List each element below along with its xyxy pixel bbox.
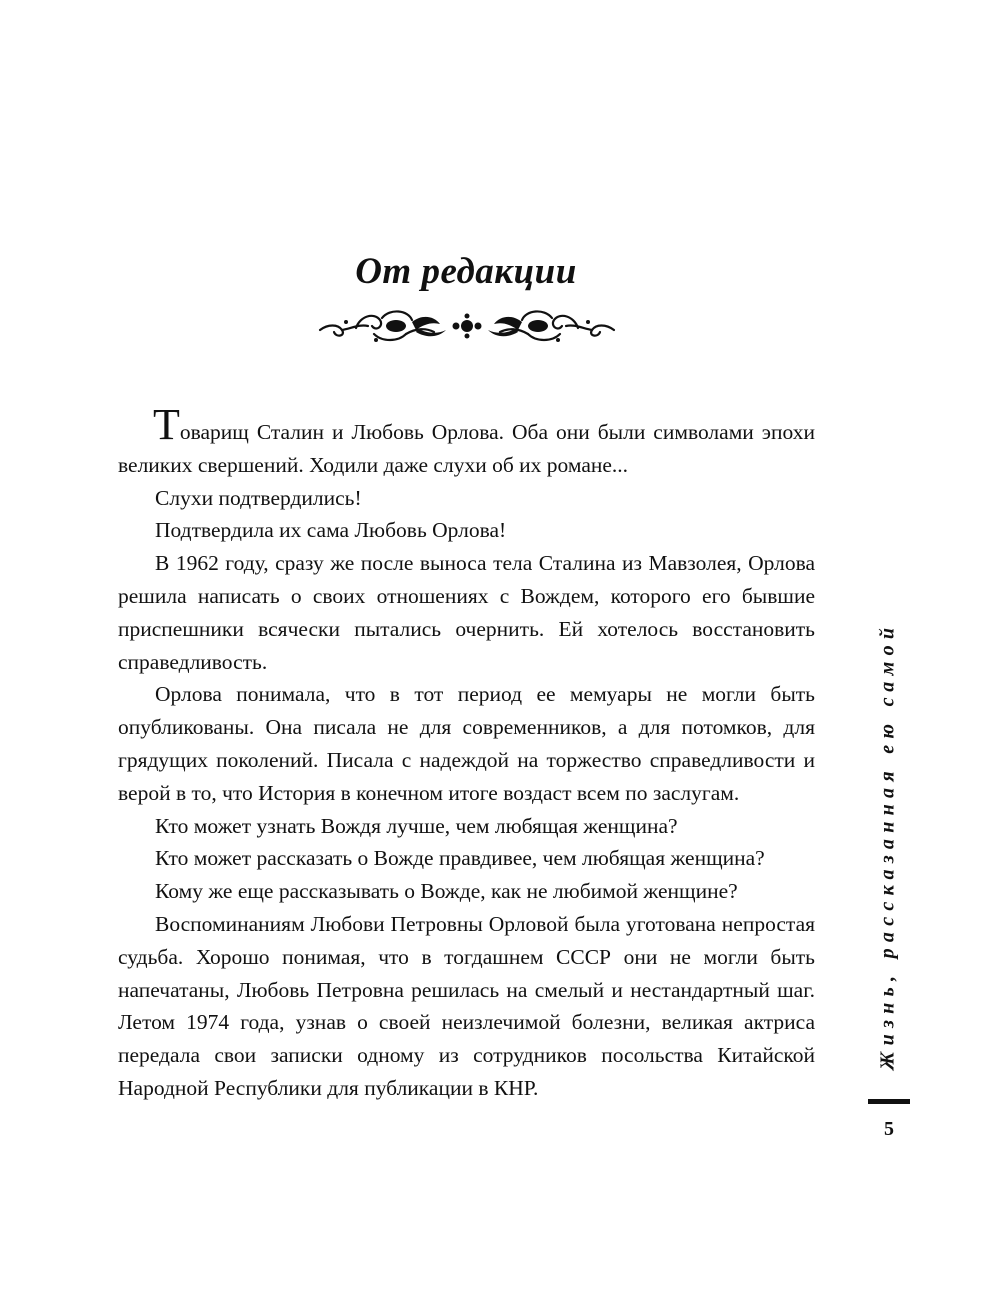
paragraph-intro (118, 400, 815, 482)
paragraph: Кому же еще рассказывать о Вожде, как не любимой женщине? (155, 879, 738, 904)
paragraph-intro-text: оварищ Сталин и Любовь Орлова. Оба они были символами эпохи великих свершений. Ходили даже слухи об их романе... (118, 420, 815, 477)
page-number: 5 (884, 1118, 894, 1140)
paragraph: Кто может рассказать о Вожде правдивее, чем любящая женщина? (155, 846, 765, 871)
paragraph: Слухи подтвердились! (155, 485, 362, 510)
running-title: Жизнь, рассказанная ею самой (876, 621, 899, 1070)
paragraph: Орлова понимала, что в тот период ее мемуары не могли быть опубликованы. Она писала не для современников, а для потомков, для грядущих поколений. Писала с надеждой на торжество справедливости и верой в то, что История в конечном итоге воздаст всем по заслугам. (118, 682, 815, 805)
paragraph: Подтвердила их сама Любовь Орлова! (155, 518, 507, 543)
drop-cap: Т (153, 400, 180, 449)
body-text (118, 400, 815, 1105)
paragraph: Воспоминаниям Любови Петровны Орловой была уготована непростая судьба. Хорошо понимая, что в тогдашнем СССР они не могли быть напечатаны, Любовь Петровна решилась на смелый и нестандартный шаг. Летом 1974 года, узнав о своей неизлечимой болезни, великая актриса передала свои записки одному из сотрудников посольства Китайской Народной Республики для публикации в КНР. (118, 911, 815, 1100)
ornament-divider-icon (316, 304, 618, 348)
section-heading: От редакции (355, 251, 577, 292)
page-rule (868, 1099, 910, 1104)
paragraph: Кто может узнать Вождя лучше, чем любящая женщина? (155, 813, 678, 838)
paragraph: В 1962 году, сразу же после выноса тела Сталина из Мавзолея, Орлова решила написать о своих отношениях с Вождем, которого его бывшие приспешники всячески пытались очернить. Ей хотелось восстановить справедливость. (118, 551, 815, 674)
